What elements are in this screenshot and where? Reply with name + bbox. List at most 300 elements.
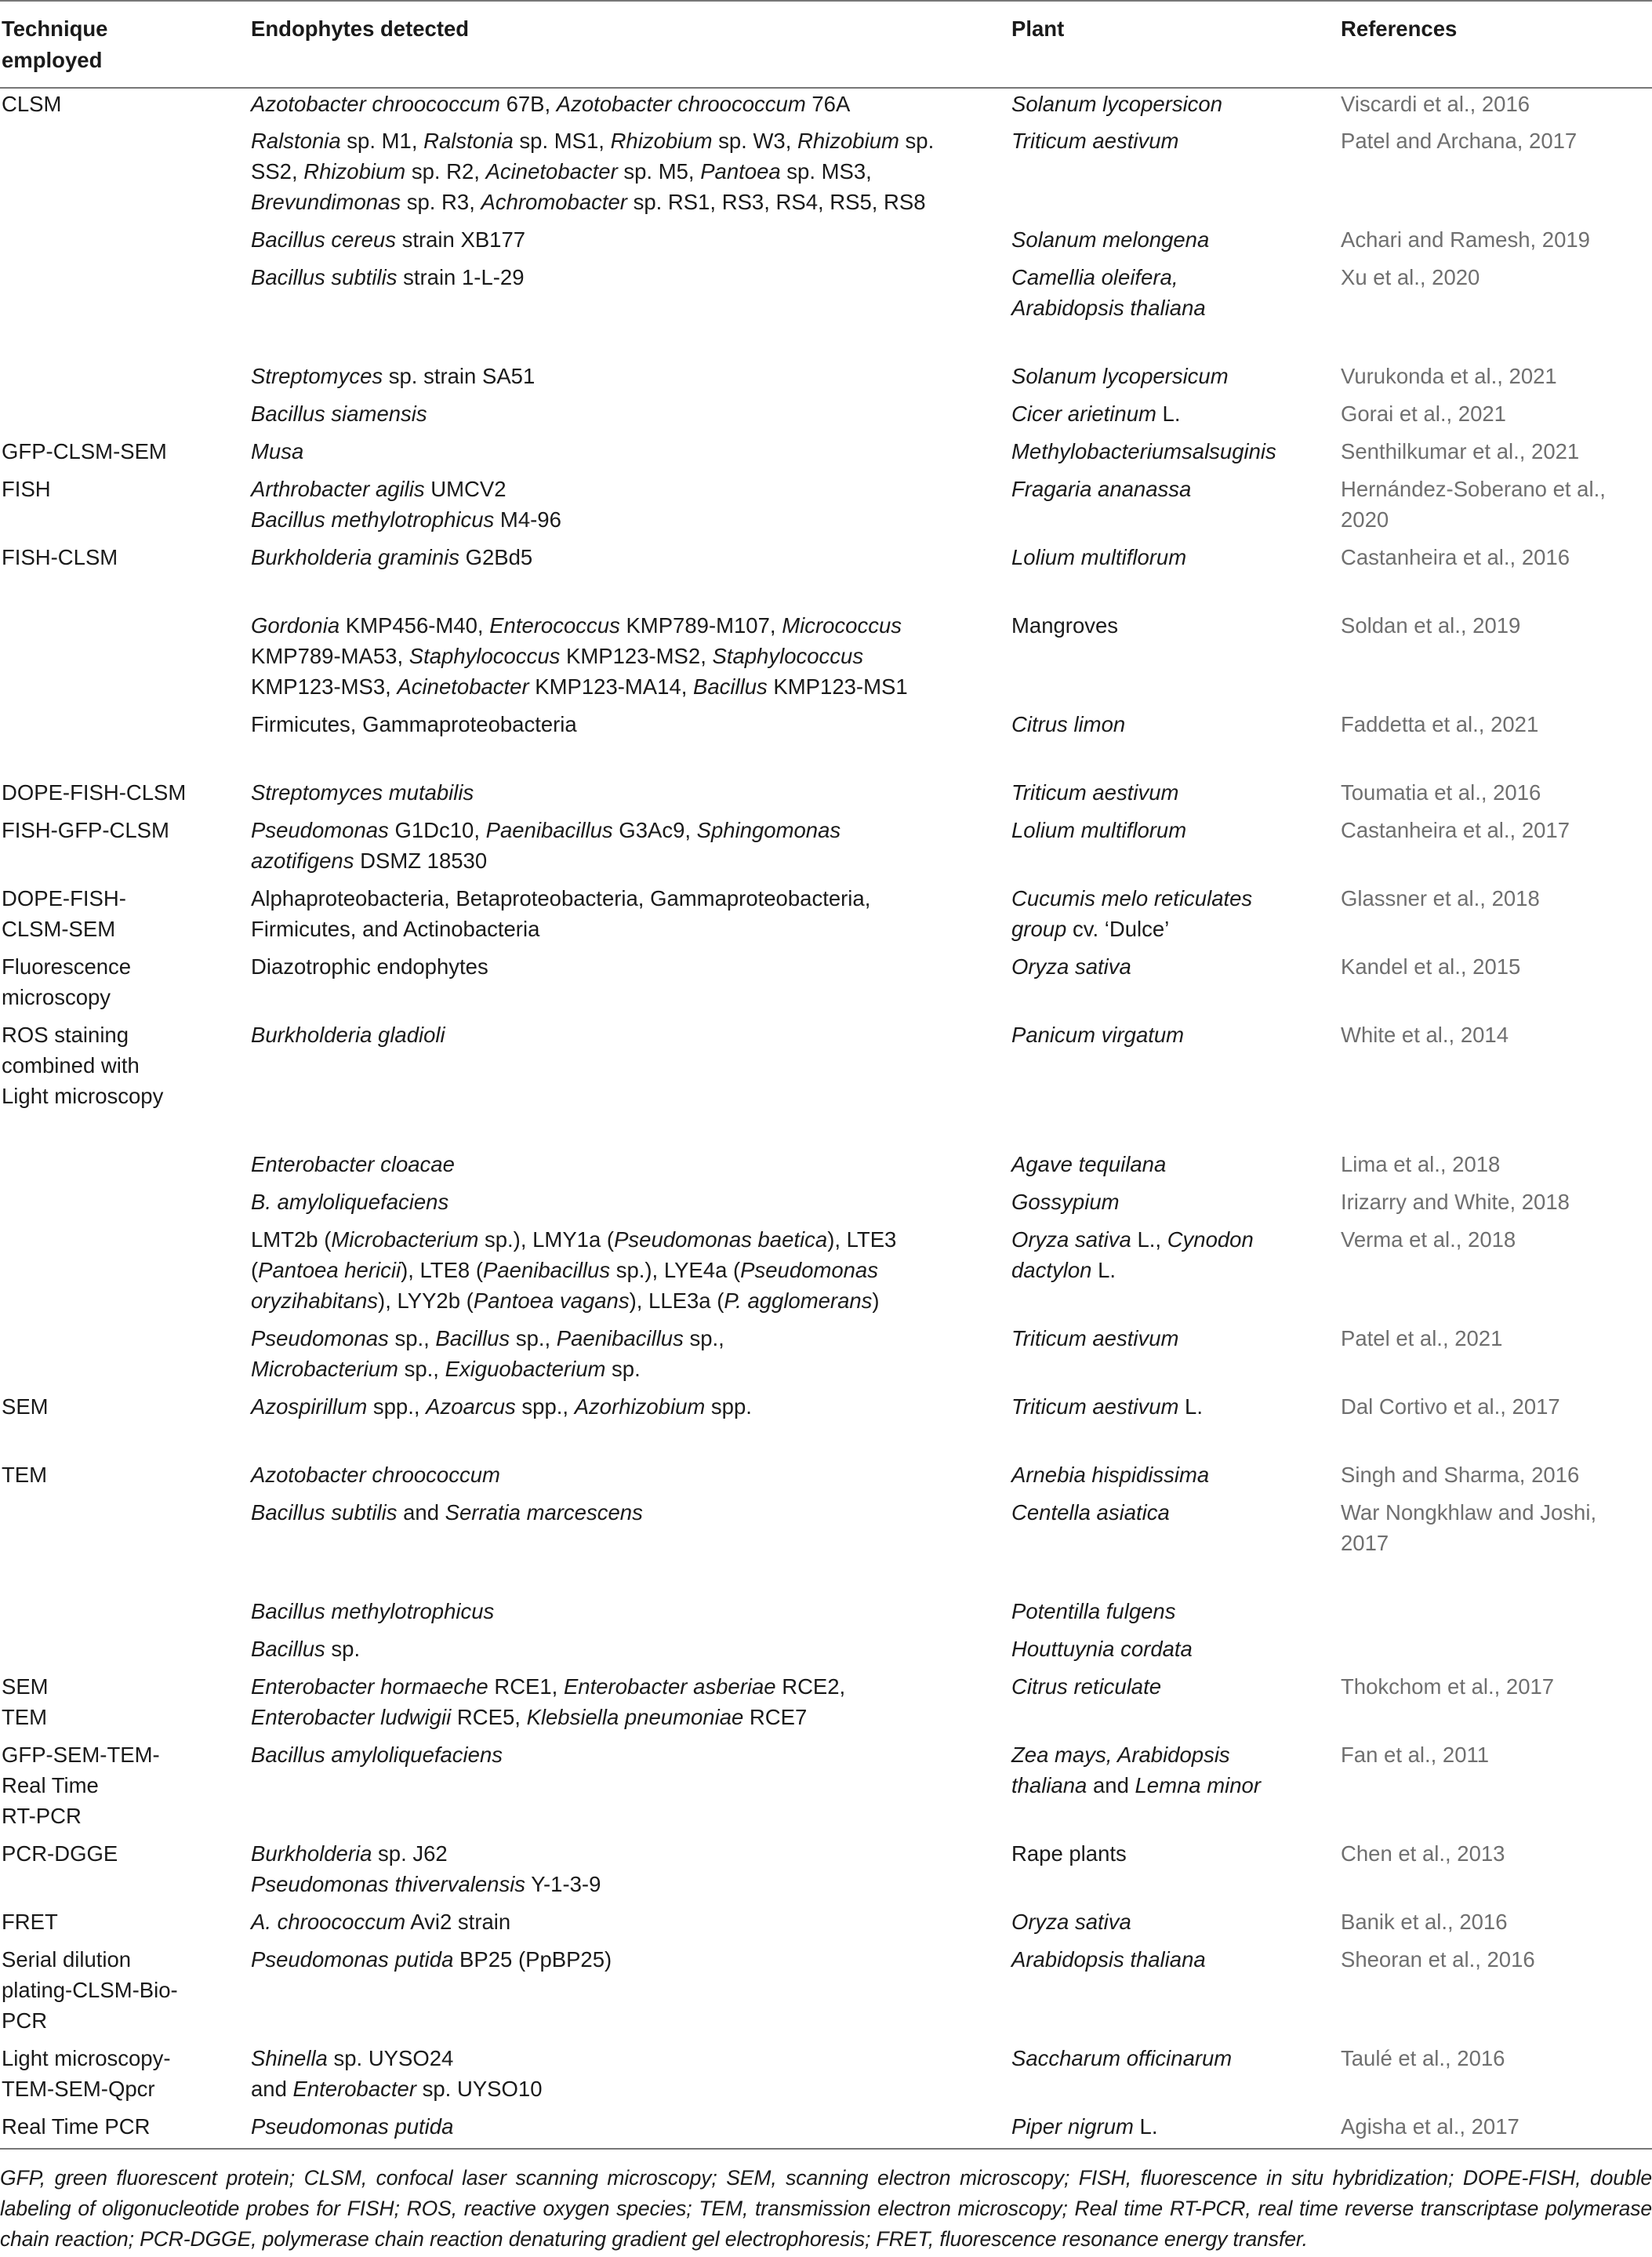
plain-text: 67B, (499, 92, 557, 116)
technique-cell (0, 436, 249, 474)
reference-cell: Castanheira et al., 2016 (1341, 545, 1570, 569)
plant-cell (1010, 1459, 1339, 1497)
endophytes-cell (249, 1224, 1010, 1323)
plain-text: ), LTE8 ( (401, 1258, 484, 1282)
italic-text: Oryza sativa (1011, 954, 1131, 979)
italic-text: Pseudomonas putida (251, 1947, 454, 1972)
plain-text: UMCV2 (424, 477, 506, 501)
table-row (0, 474, 1652, 542)
technique-cell (0, 88, 249, 125)
italic-text: Solanum lycopersicon (1011, 92, 1223, 116)
plain-text: ), LLE3a ( (629, 1288, 724, 1313)
technique-cell (0, 1634, 249, 1671)
italic-text: Microbacterium (251, 1357, 398, 1381)
table-row (0, 1459, 1652, 1497)
plant-cell (1010, 1149, 1339, 1187)
table-row (0, 1323, 1652, 1391)
reference-cell: Agisha et al., 2017 (1339, 2111, 1652, 2149)
endophytes-cell (249, 1149, 1010, 1187)
plain-text: sp. R3, (401, 190, 481, 214)
italic-text: Brevundimonas (251, 190, 401, 214)
reference-cell: Toumatia et al., 2016 (1341, 780, 1541, 805)
italic-text: Citrus reticulate (1011, 1674, 1162, 1699)
table-row (0, 883, 1652, 951)
plant-cell (1010, 436, 1339, 474)
technique-cell (0, 1187, 249, 1224)
plain-text: Fluorescence microscopy (2, 954, 132, 1009)
plain-text: M4-96 (494, 507, 561, 532)
italic-text: Cynodon dactylon (1011, 1227, 1254, 1282)
endophytes-cell (249, 610, 1010, 709)
italic-text: Pseudomonas (251, 1326, 389, 1350)
italic-text: Gordonia (251, 613, 340, 638)
italic-text: Bacillus subtilis (251, 1500, 398, 1525)
italic-text: Bacillus methylotrophicus (251, 507, 495, 532)
endophytes-cell (249, 1596, 1010, 1634)
plant-cell (1010, 1634, 1339, 1671)
plant-cell (1010, 1323, 1339, 1391)
table-row (0, 1671, 1652, 1739)
technique-cell (0, 709, 249, 777)
technique-cell (0, 361, 249, 398)
italic-text: P. agglomerans (724, 1288, 873, 1313)
technique-cell (0, 815, 249, 883)
column-header-plant: Plant (1010, 1, 1339, 88)
plain-text: sp., (510, 1326, 557, 1350)
plain-text: L., (1131, 1227, 1167, 1252)
reference-cell: Senthilkumar et al., 2021 (1341, 439, 1580, 463)
italic-text: Gossypium (1011, 1190, 1120, 1214)
plain-text: L. (1156, 402, 1181, 426)
reference-cell: Singh and Sharma, 2016 (1341, 1463, 1580, 1487)
italic-text: Piper nigrum (1011, 2114, 1134, 2139)
plain-text: DOPE-FISH- CLSM-SEM (2, 886, 126, 941)
italic-text: Methylobacteriumsalsuginis (1011, 439, 1276, 463)
italic-text: Pantoea hericii (258, 1258, 401, 1282)
endophytes-cell (249, 815, 1010, 883)
technique-cell (0, 1739, 249, 1838)
plain-text: RCE5, (451, 1705, 527, 1729)
endophytes-cell (249, 1838, 1010, 1906)
plant-cell (1010, 474, 1339, 542)
italic-text: Pseudomonas oryzihabitans (251, 1258, 878, 1313)
reference-cell: White et al., 2014 (1341, 1023, 1509, 1047)
plain-text: sp. W3, (712, 129, 797, 153)
table-row (0, 1906, 1652, 1944)
reference-cell: Viscardi et al., 2016 (1341, 92, 1530, 116)
italic-text: Fragaria ananassa (1011, 477, 1192, 501)
plain-text: sp. MS1, (513, 129, 611, 153)
column-header-endophytes: Endophytes detected (249, 1, 1010, 88)
italic-text: Enterobacter hormaeche (251, 1674, 488, 1699)
italic-text: Musa (251, 439, 304, 463)
table-row (0, 224, 1652, 262)
italic-text: Ralstonia (423, 129, 514, 153)
plain-text: sp. RS1, RS3, RS4, RS5, RS8 (626, 190, 926, 214)
reference-cell: Irizarry and White, 2018 (1341, 1190, 1570, 1214)
plant-cell (1010, 125, 1339, 224)
plant-cell (1010, 398, 1339, 436)
italic-text: Microbacterium (331, 1227, 479, 1252)
table-row (0, 2111, 1652, 2149)
table-row (0, 88, 1652, 125)
italic-text: Enterococcus (489, 613, 620, 638)
italic-text: Sphingomonas (696, 818, 841, 842)
plain-text: DOPE-FISH-CLSM (2, 780, 187, 805)
italic-text: Potentilla fulgens (1011, 1599, 1176, 1623)
plain-text: spp., (515, 1394, 575, 1419)
endophytes-cell (249, 1391, 1010, 1459)
plain-text: ), LTE3 ( (251, 1227, 897, 1282)
plain-text: SEM (2, 1394, 49, 1419)
plant-cell (1010, 224, 1339, 262)
technique-cell (0, 2111, 249, 2149)
plain-text: Rape plants (1011, 1841, 1127, 1866)
plant-cell (1010, 883, 1339, 951)
plain-text: FRET (2, 1910, 58, 1934)
endophytes-cell (249, 1459, 1010, 1497)
italic-text: Acinetobacter (485, 159, 618, 184)
plain-text: sp. (325, 1637, 361, 1661)
plain-text: sp. R2, (405, 159, 486, 184)
reference-cell: Banik et al., 2016 (1341, 1910, 1508, 1934)
italic-text: Micrococcus (782, 613, 902, 638)
italic-text: Pseudomonas (251, 818, 389, 842)
plain-text: FISH (2, 477, 51, 501)
plain-text: sp. UYSO24 and (251, 2046, 454, 2101)
plant-cell (1010, 1391, 1339, 1459)
table-row (0, 1149, 1652, 1187)
italic-text: Azospirillum (251, 1394, 368, 1419)
table-row (0, 1019, 1652, 1149)
plain-text: FISH-GFP-CLSM (2, 818, 169, 842)
endophytes-cell (249, 1497, 1010, 1596)
italic-text: Pseudomonas thivervalensis (251, 1872, 526, 1896)
reference-cell: Fan et al., 2011 (1341, 1743, 1490, 1767)
reference-cell: Sheoran et al., 2016 (1341, 1947, 1535, 1972)
italic-text: Pantoea (700, 159, 781, 184)
plain-text: cv. ‘Dulce’ (1066, 917, 1170, 941)
italic-text: Streptomyces mutabilis (251, 780, 474, 805)
italic-text: Pseudomonas baetica (614, 1227, 828, 1252)
table-row (0, 2043, 1652, 2111)
italic-text: Shinella (251, 2046, 328, 2070)
reference-cell: War Nongkhlaw and Joshi, 2017 (1341, 1500, 1597, 1555)
plain-text: sp., (398, 1357, 445, 1381)
plain-text: L. (1133, 2114, 1158, 2139)
plain-text: spp. (705, 1394, 752, 1419)
italic-text: Camellia oleifera, Arabidopsis thaliana (1011, 265, 1206, 320)
reference-cell: Patel et al., 2021 (1341, 1326, 1503, 1350)
italic-text: Enterobacter cloacae (251, 1152, 455, 1176)
endophytes-cell (249, 262, 1010, 361)
plain-text: G1Dc10, (388, 818, 486, 842)
technique-cell (0, 883, 249, 951)
italic-text: Burkholderia gladioli (251, 1023, 445, 1047)
plain-text: spp., (367, 1394, 427, 1419)
plant-cell (1010, 2111, 1339, 2149)
table-row (0, 1838, 1652, 1906)
plain-text: DSMZ 18530 (354, 849, 488, 873)
endophytes-cell (249, 1019, 1010, 1149)
endophytes-cell (249, 2043, 1010, 2111)
italic-text: Triticum aestivum (1011, 1326, 1179, 1350)
italic-text: Staphylococcus (408, 644, 561, 668)
endophytes-cell (249, 777, 1010, 815)
endophytes-cell (249, 542, 1010, 610)
reference-cell: Glassner et al., 2018 (1341, 886, 1540, 910)
italic-text: Triticum aestivum (1011, 780, 1179, 805)
table-row (0, 1944, 1652, 2043)
italic-text: Panicum virgatum (1011, 1023, 1185, 1047)
plain-text: KMP123-MS3, (251, 674, 398, 699)
reference-cell: Lima et al., 2018 (1341, 1152, 1501, 1176)
reference-cell: Taulé et al., 2016 (1341, 2046, 1505, 2070)
plain-text: sp. SS2, (251, 129, 935, 184)
endophytes-cell (249, 361, 1010, 398)
plain-text: ), LYY2b ( (378, 1288, 474, 1313)
reference-cell: Verma et al., 2018 (1341, 1227, 1516, 1252)
plain-text: Alphaproteobacteria, Betaproteobacteria, Gammaproteobacteria, Firmicutes, and Actinobacteria (251, 886, 871, 941)
technique-cell (0, 398, 249, 436)
plain-text: sp. UYSO10 (416, 2077, 543, 2101)
plant-cell (1010, 361, 1339, 398)
italic-text: Paenibacillus (483, 1258, 611, 1282)
technique-cell (0, 1391, 249, 1459)
technique-cell (0, 777, 249, 815)
plant-cell (1010, 1596, 1339, 1634)
italic-text: Lolium multiflorum (1011, 818, 1187, 842)
plant-cell (1010, 1838, 1339, 1906)
endophytes-cell (249, 1634, 1010, 1671)
endophytes-cell (249, 709, 1010, 777)
plant-cell (1010, 709, 1339, 777)
italic-text: Cicer arietinum (1011, 402, 1156, 426)
endophytes-cell (249, 224, 1010, 262)
plain-text: 76A (805, 92, 851, 116)
italic-text: Rhizobium (610, 129, 713, 153)
italic-text: Solanum melongena (1011, 227, 1210, 252)
plain-text: L. (1178, 1394, 1203, 1419)
endophytes-cell (249, 1323, 1010, 1391)
table-row (0, 1187, 1652, 1224)
endophytes-cell (249, 398, 1010, 436)
header-row (0, 1, 1652, 88)
table-row (0, 398, 1652, 436)
table-row (0, 361, 1652, 398)
reference-cell: Chen et al., 2013 (1341, 1841, 1505, 1866)
italic-text: Bacillus cereus (251, 227, 396, 252)
plant-cell (1010, 1906, 1339, 1944)
plain-text: KMP123-MA14, (528, 674, 694, 699)
italic-text: Azoarcus (426, 1394, 516, 1419)
italic-text: Saccharum officinarum (1011, 2046, 1233, 2070)
table-row (0, 951, 1652, 1019)
plant-cell (1010, 2043, 1339, 2111)
plant-cell (1010, 262, 1339, 361)
endophytes-cell (249, 436, 1010, 474)
plain-text: sp. (605, 1357, 641, 1381)
table-row (0, 1391, 1652, 1459)
endophytes-cell (249, 2111, 1010, 2149)
plain-text: sp. M5, (617, 159, 701, 184)
table-row (0, 777, 1652, 815)
technique-cell (0, 1323, 249, 1391)
italic-text: Staphylococcus (712, 644, 864, 668)
plain-text: RCE7 (743, 1705, 808, 1729)
plain-text: KMP123-MS1 (767, 674, 908, 699)
reference-cell: Dal Cortivo et al., 2017 (1341, 1394, 1560, 1419)
plain-text: and (1087, 1773, 1135, 1797)
table-row (0, 1739, 1652, 1838)
technique-cell (0, 262, 249, 361)
table-row (0, 1224, 1652, 1323)
plain-text: L. (1091, 1258, 1116, 1282)
plant-cell (1010, 1187, 1339, 1224)
endophytes-cell (249, 125, 1010, 224)
italic-text: Bacillus siamensis (251, 402, 427, 426)
italic-text: Acinetobacter (397, 674, 529, 699)
plant-cell (1010, 815, 1339, 883)
plain-text: ) (872, 1288, 880, 1313)
reference-cell: Castanheira et al., 2017 (1341, 818, 1570, 842)
technique-cell (0, 1596, 249, 1634)
italic-text: Centella asiatica (1011, 1500, 1170, 1525)
reference-cell (1339, 1634, 1652, 1671)
plain-text: GFP-SEM-TEM- Real Time RT-PCR (2, 1743, 160, 1828)
technique-cell (0, 1019, 249, 1149)
plain-text: Light microscopy- TEM-SEM-Qpcr (2, 2046, 171, 2101)
technique-cell (0, 474, 249, 542)
italic-text: Pantoea vagans (473, 1288, 630, 1313)
table-footnote: GFP, green fluorescent protein; CLSM, confocal laser scanning microscopy; SEM, scanning electron microscopy; FISH, fluorescence in situ hybridization; DOPE-FISH, double labeling of oligonucleotide probes for FISH; ROS, reactive oxygen species; TEM, transmission electron microscopy; Real time RT-PCR, real time reverse transcriptase polymerase chain reaction; PCR-DGGE, polymerase chain reaction denaturing gradient gel electrophoresis; FRET, fluorescence resonance energy transfer. (0, 2166, 1652, 2251)
plain-text: sp. J62 (372, 1841, 448, 1866)
plain-text: G2Bd5 (459, 545, 533, 569)
italic-text: Triticum aestivum (1011, 129, 1179, 153)
italic-text: Arabidopsis thaliana (1011, 1947, 1206, 1972)
plant-cell (1010, 1739, 1339, 1838)
plant-cell (1010, 1497, 1339, 1596)
table-row (0, 610, 1652, 709)
technique-cell (0, 1838, 249, 1906)
plain-text: Real Time PCR (2, 2114, 151, 2139)
endophytes-cell (249, 1944, 1010, 2043)
plain-text: sp., (388, 1326, 436, 1350)
technique-cell (0, 1149, 249, 1187)
plain-text: Y-1-3-9 (525, 1872, 601, 1896)
italic-text: azotifigens (251, 849, 354, 873)
reference-cell: Xu et al., 2020 (1341, 265, 1480, 289)
reference-cell: Hernández-Soberano et al., 2020 (1341, 477, 1606, 532)
table-row (0, 1596, 1652, 1634)
italic-text: Paenibacillus (556, 1326, 684, 1350)
plant-cell (1010, 777, 1339, 815)
italic-text: Azotobacter chroococcum (251, 92, 500, 116)
column-header-technique: Technique employed (0, 1, 249, 88)
italic-text: Paenibacillus (485, 818, 613, 842)
italic-text: Zea mays, Arabidopsis thaliana (1011, 1743, 1230, 1797)
plain-text: sp. MS3, (780, 159, 872, 184)
plain-text: TEM (2, 1463, 48, 1487)
reference-cell: Kandel et al., 2015 (1341, 954, 1521, 979)
table-row (0, 436, 1652, 474)
italic-text: Lemna minor (1135, 1773, 1262, 1797)
plain-text: PCR-DGGE (2, 1841, 118, 1866)
plain-text: strain XB177 (395, 227, 526, 252)
italic-text: Bacillus (693, 674, 768, 699)
plain-text: KMP789-MA53, (251, 644, 409, 668)
endophytes-cell (249, 951, 1010, 1019)
technique-cell (0, 610, 249, 709)
italic-text: Azotobacter chroococcum (251, 1463, 500, 1487)
technique-cell (0, 1906, 249, 1944)
reference-cell (1339, 1596, 1652, 1634)
table-header (0, 1, 1652, 88)
table-row (0, 815, 1652, 883)
plant-cell (1010, 610, 1339, 709)
reference-cell: Soldan et al., 2019 (1341, 613, 1521, 638)
reference-cell: Vurukonda et al., 2021 (1341, 364, 1557, 388)
technique-cell (0, 951, 249, 1019)
plain-text: Mangroves (1011, 613, 1119, 638)
italic-text: Ralstonia (251, 129, 341, 153)
plant-cell (1010, 88, 1339, 125)
italic-text: Triticum aestivum (1011, 1394, 1179, 1419)
italic-text: Burkholderia (251, 1841, 372, 1866)
technique-cell (0, 1497, 249, 1596)
reference-cell: Achari and Ramesh, 2019 (1341, 227, 1590, 252)
plain-text: G3Ac9, (612, 818, 697, 842)
endophytes-cell (249, 1906, 1010, 1944)
endophytes-cell (249, 474, 1010, 542)
table-row (0, 709, 1652, 777)
italic-text: Agave tequilana (1011, 1152, 1167, 1176)
plain-text: KMP789-M107, (619, 613, 782, 638)
endophytes-cell (249, 1739, 1010, 1838)
table-row (0, 1634, 1652, 1671)
table-row (0, 542, 1652, 610)
plain-text: RCE2, (775, 1674, 846, 1699)
plant-cell (1010, 542, 1339, 610)
italic-text: Bacillus amyloliquefaciens (251, 1743, 503, 1767)
italic-text: Enterobacter (292, 2077, 416, 2101)
technique-cell (0, 1944, 249, 2043)
italic-text: Oryza sativa (1011, 1910, 1131, 1934)
italic-text: B. amyloliquefaciens (251, 1190, 449, 1214)
italic-text: Rhizobium (303, 159, 406, 184)
technique-cell (0, 1224, 249, 1323)
plain-text: ROS staining combined with Light microscopy (2, 1023, 164, 1108)
italic-text: Oryza sativa (1011, 1227, 1131, 1252)
italic-text: Pseudomonas putida (251, 2114, 454, 2139)
italic-text: Arnebia hispidissima (1011, 1463, 1210, 1487)
column-header-references: References (1339, 1, 1652, 88)
technique-cell (0, 125, 249, 224)
italic-text: Bacillus subtilis (251, 265, 398, 289)
technique-cell (0, 542, 249, 610)
plain-text: LMT2b ( (251, 1227, 332, 1252)
technique-cell (0, 224, 249, 262)
technique-cell (0, 2043, 249, 2111)
plain-text: Diazotrophic endophytes (251, 954, 488, 979)
italic-text: Burkholderia graminis (251, 545, 459, 569)
plain-text: sp. strain SA51 (383, 364, 536, 388)
table-row (0, 262, 1652, 361)
italic-text: Rhizobium (797, 129, 899, 153)
plain-text: sp. M1, (340, 129, 424, 153)
endophytes-cell (249, 883, 1010, 951)
italic-text: Enterobacter ludwigii (251, 1705, 452, 1729)
